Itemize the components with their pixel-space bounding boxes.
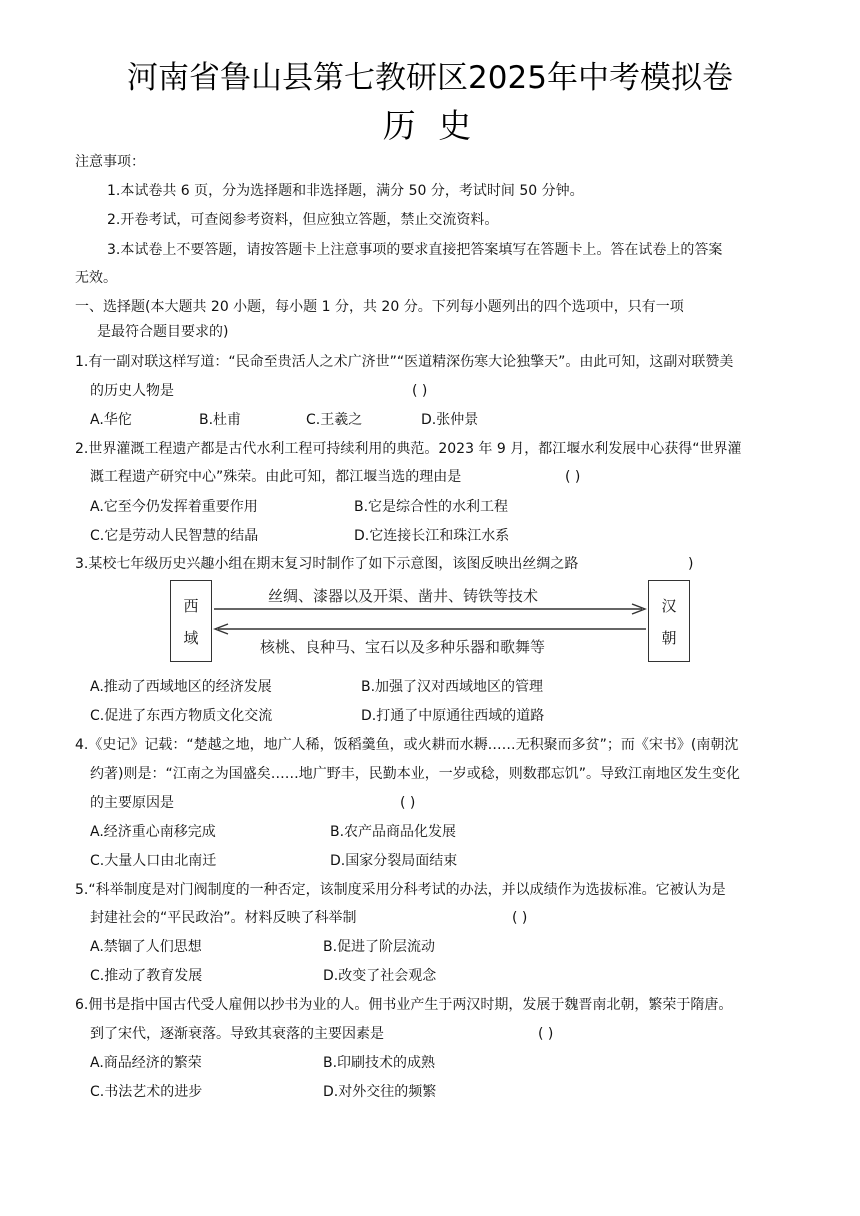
- western-regions-char-2: 域: [183, 628, 199, 647]
- question-3-answer-paren: ): [688, 556, 694, 572]
- western-regions-char-1: 西: [183, 596, 199, 615]
- question-4-option-b: B.农产品商品化发展: [330, 824, 457, 840]
- question-4-option-c: C.大量人口由北南迁: [90, 853, 217, 869]
- question-2-answer-paren: ( ): [565, 469, 581, 485]
- question-6-option-d: D.对外交往的频繁: [323, 1084, 437, 1100]
- question-5-option-c: C.推动了教育发展: [90, 968, 203, 984]
- subject-title: 历 史: [382, 106, 478, 145]
- question-1-option-b: B.杜甫: [199, 412, 242, 428]
- question-3-option-d: D.打通了中原通往西域的道路: [361, 708, 545, 724]
- question-2-option-b: B.它是综合性的水利工程: [354, 499, 509, 515]
- question-2-option-a: A.它至今仍发挥着重要作用: [90, 499, 258, 515]
- question-2-option-d: D.它连接长江和珠江水系: [354, 528, 510, 544]
- han-dynasty-char-2: 朝: [661, 628, 677, 647]
- question-3-option-b: B.加强了汉对西域地区的管理: [361, 679, 544, 695]
- question-5-stem: 5.“科举制度是对门阀制度的一种否定，该制度采用分科考试的办法，并以成绩作为选拔标准。它被认为是: [75, 882, 726, 898]
- question-5-stem-cont: 封建社会的“平民政治”。材料反映了科举制: [90, 910, 357, 926]
- question-5-option-d: D.改变了社会观念: [323, 968, 437, 984]
- section-heading-cont: 是最符合题目要求的): [97, 324, 229, 340]
- question-4-option-a: A.经济重心南移完成: [90, 824, 216, 840]
- question-3-option-c: C.促进了东西方物质文化交流: [90, 708, 273, 724]
- question-4-stem: 4.《史记》记载：“楚越之地，地广人稀，饭稻羹鱼，或火耕而水耨……无积聚而多贫”；而《宋书》(南朝沈: [75, 737, 739, 753]
- question-1-option-a: A.华佗: [90, 412, 132, 428]
- han-dynasty-char-1: 汉: [661, 596, 677, 615]
- question-3-option-a: A.推动了西域地区的经济发展: [90, 679, 272, 695]
- question-1-option-d: D.张仲景: [421, 412, 479, 428]
- question-1-answer-paren: ( ): [412, 383, 428, 399]
- question-4-answer-paren: ( ): [400, 795, 416, 811]
- exam-title: 河南省鲁山县第七教研区2025年中考模拟卷: [127, 60, 733, 96]
- section-heading: 一、选择题(本大题共 20 小题，每小题 1 分，共 20 分。下列每小题列出的四个选项中，只有一项: [75, 299, 684, 315]
- question-2-stem: 2.世界灌溉工程遗产都是古代水利工程可持续利用的典范。2023 年 9 月，都江堰水利发展中心获得“世界灌: [75, 441, 742, 457]
- question-1-option-c: C.王羲之: [306, 412, 363, 428]
- question-6-stem: 6.佣书是指中国古代受人雇佣以抄书为业的人。佣书业产生于两汉时期，发展于魏晋南北朝，繁荣于隋唐。: [75, 997, 733, 1013]
- question-4-option-d: D.国家分裂局面结束: [330, 853, 458, 869]
- question-5-answer-paren: ( ): [512, 910, 528, 926]
- notice-heading: 注意事项：: [75, 154, 145, 170]
- question-5-option-b: B.促进了阶层流动: [323, 939, 436, 955]
- question-6-option-c: C.书法艺术的进步: [90, 1084, 203, 1100]
- question-3-stem: 3.某校七年级历史兴趣小组在期末复习时制作了如下示意图，该图反映出丝绸之路: [75, 556, 579, 572]
- notice-item-1: 1.本试卷共 6 页，分为选择题和非选择题，满分 50 分，考试时间 50 分钟。: [107, 183, 584, 199]
- exports-to-west-text: 丝绸、漆器以及开渠、凿井、铸铁等技术: [268, 587, 539, 605]
- question-5-option-a: A.禁锢了人们思想: [90, 939, 202, 955]
- imports-to-han-text: 核桃、良种马、宝石以及多种乐器和歌舞等: [260, 638, 546, 656]
- silk-road-diagram: [170, 578, 692, 664]
- question-6-stem-cont: 到了宋代，逐渐衰落。导致其衰落的主要因素是: [90, 1026, 384, 1042]
- question-1-stem: 1.有一副对联这样写道：“民命至贵活人之术广济世”“医道精深伤寒大论独擎天”。由此可知，这副对联赞美: [75, 354, 734, 370]
- notice-item-3: 3.本试卷上不要答题，请按答题卡上注意事项的要求直接把答案填写在答题卡上。答在试卷上的答案: [107, 242, 723, 258]
- question-6-option-b: B.印刷技术的成熟: [323, 1055, 436, 1071]
- question-6-answer-paren: ( ): [538, 1026, 554, 1042]
- question-1-stem-cont: 的历史人物是: [90, 383, 174, 399]
- notice-item-2: 2.开卷考试，可查阅参考资料，但应独立答题，禁止交流资料。: [107, 212, 499, 228]
- question-2-stem-cont: 溉工程遗产研究中心”殊荣。由此可知，都江堰当选的理由是: [90, 469, 462, 485]
- notice-item-3-cont: 无效。: [75, 270, 117, 286]
- question-2-option-c: C.它是劳动人民智慧的结晶: [90, 528, 259, 544]
- question-6-option-a: A.商品经济的繁荣: [90, 1055, 202, 1071]
- question-4-stem-cont-1: 约著)则是：“江南之为国盛矣……地广野丰，民勤本业，一岁或稔，则数郡忘饥”。导致江南地区发生变化: [90, 766, 740, 782]
- question-4-stem-cont-2: 的主要原因是: [90, 795, 174, 811]
